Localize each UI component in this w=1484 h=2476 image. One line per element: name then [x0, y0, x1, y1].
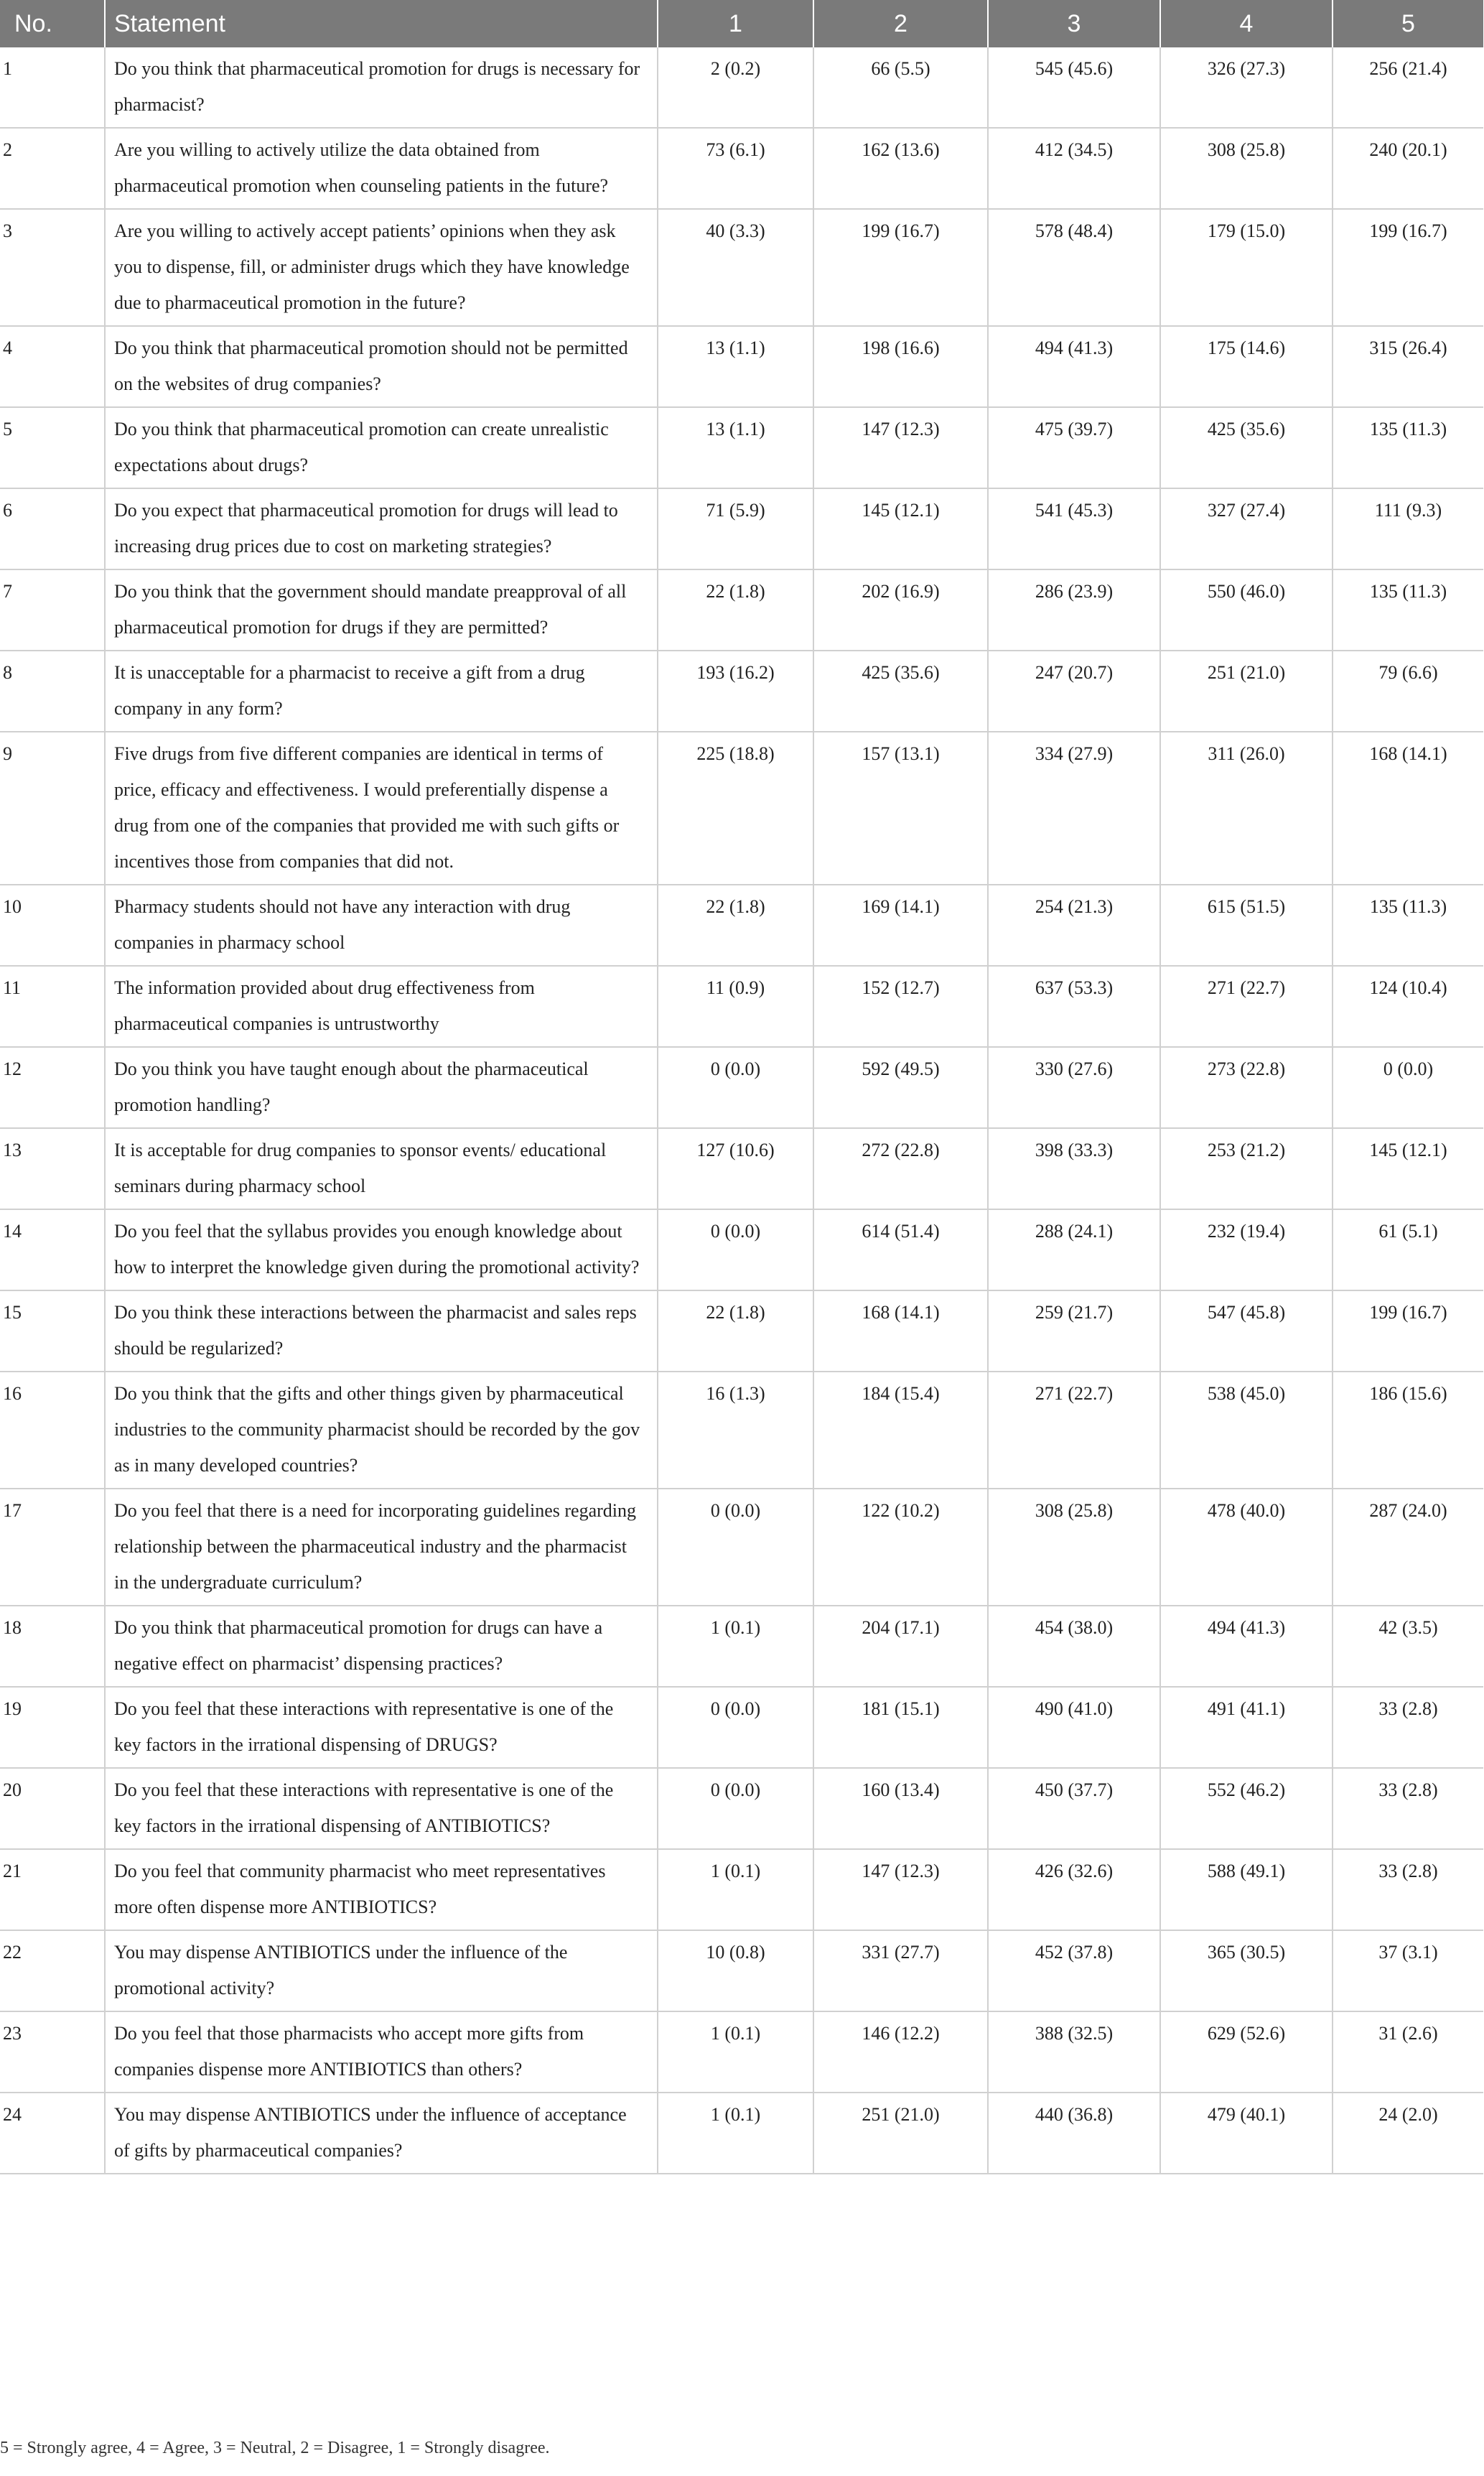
- value-1: 1 (0.1): [658, 1849, 813, 1930]
- row-number: 23: [0, 2011, 105, 2093]
- table-row: [0, 2093, 1483, 2174]
- value-3: 330 (27.6): [988, 1047, 1160, 1128]
- value-3: 398 (33.3): [988, 1128, 1160, 1209]
- statement-text: It is unacceptable for a pharmacist to receive a gift from a drug company in any form?: [105, 651, 658, 732]
- statement-text: You may dispense ANTIBIOTICS under the influence of the promotional activity?: [105, 1930, 658, 2011]
- value-1: 10 (0.8): [658, 1930, 813, 2011]
- value-1: 0 (0.0): [658, 1687, 813, 1768]
- value-5: 124 (10.4): [1333, 966, 1483, 1047]
- value-3: 637 (53.3): [988, 966, 1160, 1047]
- value-2: 122 (10.2): [813, 1489, 988, 1606]
- value-2: 272 (22.8): [813, 1128, 988, 1209]
- header-5: 5: [1333, 0, 1483, 47]
- row-number: 14: [0, 1209, 105, 1290]
- table-row: [0, 1047, 1483, 1128]
- value-5: 135 (11.3): [1333, 407, 1483, 488]
- value-5: 79 (6.6): [1333, 651, 1483, 732]
- row-number: 12: [0, 1047, 105, 1128]
- value-4: 629 (52.6): [1160, 2011, 1333, 2093]
- table-row: [0, 569, 1483, 651]
- value-2: 184 (15.4): [813, 1372, 988, 1489]
- value-1: 13 (1.1): [658, 326, 813, 407]
- value-3: 440 (36.8): [988, 2093, 1160, 2174]
- value-2: 162 (13.6): [813, 128, 988, 209]
- value-4: 253 (21.2): [1160, 1128, 1333, 1209]
- row-number: 7: [0, 569, 105, 651]
- value-2: 331 (27.7): [813, 1930, 988, 2011]
- value-4: 547 (45.8): [1160, 1290, 1333, 1372]
- table-row: [0, 966, 1483, 1047]
- statement-text: Do you feel that these interactions with representative is one of the key factors in the irrational dispensing of ANTIBIOTICS?: [105, 1768, 658, 1849]
- value-5: 111 (9.3): [1333, 488, 1483, 569]
- value-1: 0 (0.0): [658, 1209, 813, 1290]
- value-2: 145 (12.1): [813, 488, 988, 569]
- value-5: 256 (21.4): [1333, 47, 1483, 128]
- value-4: 251 (21.0): [1160, 651, 1333, 732]
- value-4: 494 (41.3): [1160, 1606, 1333, 1687]
- value-4: 179 (15.0): [1160, 209, 1333, 326]
- value-1: 127 (10.6): [658, 1128, 813, 1209]
- table-row: [0, 1290, 1483, 1372]
- value-1: 22 (1.8): [658, 1290, 813, 1372]
- value-2: 157 (13.1): [813, 732, 988, 885]
- statement-text: Do you feel that these interactions with representative is one of the key factors in the irrational dispensing of DRUGS?: [105, 1687, 658, 1768]
- value-1: 1 (0.1): [658, 1606, 813, 1687]
- value-1: 1 (0.1): [658, 2093, 813, 2174]
- value-2: 152 (12.7): [813, 966, 988, 1047]
- row-number: 10: [0, 885, 105, 966]
- table-footnote: 5 = Strongly agree, 4 = Agree, 3 = Neutral, 2 = Disagree, 1 = Strongly disagree.: [0, 2439, 550, 2457]
- table-row: [0, 1128, 1483, 1209]
- table-row: [0, 407, 1483, 488]
- value-5: 61 (5.1): [1333, 1209, 1483, 1290]
- value-5: 0 (0.0): [1333, 1047, 1483, 1128]
- statement-text: Do you feel that there is a need for incorporating guidelines regarding relationship between the pharmaceutical industry and the pharmacist in the undergraduate curriculum?: [105, 1489, 658, 1606]
- statement-text: Pharmacy students should not have any interaction with drug companies in pharmacy school: [105, 885, 658, 966]
- row-number: 20: [0, 1768, 105, 1849]
- statement-text: Do you feel that those pharmacists who accept more gifts from companies dispense more ANTIBIOTICS than others?: [105, 2011, 658, 2093]
- value-5: 186 (15.6): [1333, 1372, 1483, 1489]
- row-number: 13: [0, 1128, 105, 1209]
- value-3: 254 (21.3): [988, 885, 1160, 966]
- row-number: 19: [0, 1687, 105, 1768]
- value-1: 71 (5.9): [658, 488, 813, 569]
- value-1: 16 (1.3): [658, 1372, 813, 1489]
- value-1: 2 (0.2): [658, 47, 813, 128]
- value-1: 193 (16.2): [658, 651, 813, 732]
- value-1: 13 (1.1): [658, 407, 813, 488]
- value-3: 454 (38.0): [988, 1606, 1160, 1687]
- value-4: 273 (22.8): [1160, 1047, 1333, 1128]
- row-number: 15: [0, 1290, 105, 1372]
- value-4: 308 (25.8): [1160, 128, 1333, 209]
- table-row: [0, 128, 1483, 209]
- value-5: 135 (11.3): [1333, 569, 1483, 651]
- header-3: 3: [988, 0, 1160, 47]
- value-5: 199 (16.7): [1333, 209, 1483, 326]
- value-4: 479 (40.1): [1160, 2093, 1333, 2174]
- row-number: 18: [0, 1606, 105, 1687]
- value-4: 232 (19.4): [1160, 1209, 1333, 1290]
- table-row: [0, 1687, 1483, 1768]
- statement-text: Do you think that pharmaceutical promotion should not be permitted on the websites of drug companies?: [105, 326, 658, 407]
- value-4: 271 (22.7): [1160, 966, 1333, 1047]
- value-3: 308 (25.8): [988, 1489, 1160, 1606]
- value-2: 181 (15.1): [813, 1687, 988, 1768]
- value-4: 326 (27.3): [1160, 47, 1333, 128]
- row-number: 6: [0, 488, 105, 569]
- value-4: 175 (14.6): [1160, 326, 1333, 407]
- value-4: 491 (41.1): [1160, 1687, 1333, 1768]
- statement-text: Do you think that pharmaceutical promotion for drugs can have a negative effect on pharmacist’ dispensing practices?: [105, 1606, 658, 1687]
- value-5: 145 (12.1): [1333, 1128, 1483, 1209]
- table-row: [0, 326, 1483, 407]
- value-4: 311 (26.0): [1160, 732, 1333, 885]
- table-row: [0, 1930, 1483, 2011]
- row-number: 9: [0, 732, 105, 885]
- header-4: 4: [1160, 0, 1333, 47]
- value-3: 426 (32.6): [988, 1849, 1160, 1930]
- value-3: 334 (27.9): [988, 732, 1160, 885]
- value-2: 199 (16.7): [813, 209, 988, 326]
- value-5: 33 (2.8): [1333, 1849, 1483, 1930]
- statement-text: Do you expect that pharmaceutical promotion for drugs will lead to increasing drug prices due to cost on marketing strategies?: [105, 488, 658, 569]
- value-5: 168 (14.1): [1333, 732, 1483, 885]
- value-1: 73 (6.1): [658, 128, 813, 209]
- value-3: 450 (37.7): [988, 1768, 1160, 1849]
- value-2: 614 (51.4): [813, 1209, 988, 1290]
- value-3: 545 (45.6): [988, 47, 1160, 128]
- value-2: 204 (17.1): [813, 1606, 988, 1687]
- value-5: 287 (24.0): [1333, 1489, 1483, 1606]
- statement-text: Do you think that the gifts and other things given by pharmaceutical industries to the community pharmacist should be recorded by the gov as in many developed countries?: [105, 1372, 658, 1489]
- value-3: 247 (20.7): [988, 651, 1160, 732]
- value-1: 225 (18.8): [658, 732, 813, 885]
- table-row: [0, 1768, 1483, 1849]
- statement-text: Do you think that pharmaceutical promotion can create unrealistic expectations about drugs?: [105, 407, 658, 488]
- value-5: 42 (3.5): [1333, 1606, 1483, 1687]
- value-4: 552 (46.2): [1160, 1768, 1333, 1849]
- value-2: 146 (12.2): [813, 2011, 988, 2093]
- value-2: 160 (13.4): [813, 1768, 988, 1849]
- row-number: 1: [0, 47, 105, 128]
- value-1: 0 (0.0): [658, 1047, 813, 1128]
- value-2: 251 (21.0): [813, 2093, 988, 2174]
- value-2: 169 (14.1): [813, 885, 988, 966]
- value-5: 33 (2.8): [1333, 1687, 1483, 1768]
- value-5: 135 (11.3): [1333, 885, 1483, 966]
- value-5: 24 (2.0): [1333, 2093, 1483, 2174]
- statement-text: Are you willing to actively utilize the data obtained from pharmaceutical promotion when counseling patients in the future?: [105, 128, 658, 209]
- row-number: 4: [0, 326, 105, 407]
- value-5: 31 (2.6): [1333, 2011, 1483, 2093]
- table-row: [0, 1489, 1483, 1606]
- value-4: 615 (51.5): [1160, 885, 1333, 966]
- row-number: 8: [0, 651, 105, 732]
- value-1: 1 (0.1): [658, 2011, 813, 2093]
- table-row: [0, 732, 1483, 885]
- statement-text: You may dispense ANTIBIOTICS under the influence of acceptance of gifts by pharmaceutical companies?: [105, 2093, 658, 2174]
- statement-text: Do you feel that the syllabus provides you enough knowledge about how to interpret the knowledge given during the promotional activity?: [105, 1209, 658, 1290]
- value-2: 425 (35.6): [813, 651, 988, 732]
- value-1: 22 (1.8): [658, 885, 813, 966]
- value-3: 578 (48.4): [988, 209, 1160, 326]
- value-2: 202 (16.9): [813, 569, 988, 651]
- table-row: [0, 47, 1483, 128]
- row-number: 17: [0, 1489, 105, 1606]
- value-3: 412 (34.5): [988, 128, 1160, 209]
- value-1: 0 (0.0): [658, 1489, 813, 1606]
- table-row: [0, 1209, 1483, 1290]
- value-3: 475 (39.7): [988, 407, 1160, 488]
- statement-text: Do you think these interactions between the pharmacist and sales reps should be regularized?: [105, 1290, 658, 1372]
- header-row: [0, 0, 1483, 47]
- value-3: 452 (37.8): [988, 1930, 1160, 2011]
- value-3: 286 (23.9): [988, 569, 1160, 651]
- statement-text: Do you think you have taught enough about the pharmaceutical promotion handling?: [105, 1047, 658, 1128]
- value-2: 198 (16.6): [813, 326, 988, 407]
- row-number: 5: [0, 407, 105, 488]
- row-number: 22: [0, 1930, 105, 2011]
- value-4: 538 (45.0): [1160, 1372, 1333, 1489]
- value-4: 588 (49.1): [1160, 1849, 1333, 1930]
- statement-text: Do you think that the government should mandate preapproval of all pharmaceutical promotion for drugs if they are permitted?: [105, 569, 658, 651]
- table-row: [0, 651, 1483, 732]
- value-3: 490 (41.0): [988, 1687, 1160, 1768]
- header-1: 1: [658, 0, 813, 47]
- row-number: 11: [0, 966, 105, 1047]
- value-3: 388 (32.5): [988, 2011, 1160, 2093]
- row-number: 16: [0, 1372, 105, 1489]
- value-1: 22 (1.8): [658, 569, 813, 651]
- statement-text: Do you feel that community pharmacist who meet representatives more often dispense more ANTIBIOTICS?: [105, 1849, 658, 1930]
- value-3: 541 (45.3): [988, 488, 1160, 569]
- value-3: 259 (21.7): [988, 1290, 1160, 1372]
- value-5: 199 (16.7): [1333, 1290, 1483, 1372]
- row-number: 2: [0, 128, 105, 209]
- statement-text: Do you think that pharmaceutical promotion for drugs is necessary for pharmacist?: [105, 47, 658, 128]
- value-2: 66 (5.5): [813, 47, 988, 128]
- value-5: 240 (20.1): [1333, 128, 1483, 209]
- value-2: 147 (12.3): [813, 1849, 988, 1930]
- row-number: 21: [0, 1849, 105, 1930]
- row-number: 24: [0, 2093, 105, 2174]
- header-no: No.: [0, 0, 105, 47]
- table-body: [0, 47, 1483, 2174]
- table-row: [0, 488, 1483, 569]
- table-row: [0, 1372, 1483, 1489]
- value-1: 40 (3.3): [658, 209, 813, 326]
- value-1: 11 (0.9): [658, 966, 813, 1047]
- value-4: 478 (40.0): [1160, 1489, 1333, 1606]
- value-5: 37 (3.1): [1333, 1930, 1483, 2011]
- value-1: 0 (0.0): [658, 1768, 813, 1849]
- value-4: 327 (27.4): [1160, 488, 1333, 569]
- header-2: 2: [813, 0, 988, 47]
- value-5: 315 (26.4): [1333, 326, 1483, 407]
- table-header: [0, 0, 1483, 47]
- table-row: [0, 2011, 1483, 2093]
- value-3: 271 (22.7): [988, 1372, 1160, 1489]
- row-number: 3: [0, 209, 105, 326]
- header-statement: Statement: [105, 0, 658, 47]
- table-row: [0, 209, 1483, 326]
- value-2: 147 (12.3): [813, 407, 988, 488]
- statement-text: It is acceptable for drug companies to sponsor events/ educational seminars during pharmacy school: [105, 1128, 658, 1209]
- value-4: 365 (30.5): [1160, 1930, 1333, 2011]
- value-4: 425 (35.6): [1160, 407, 1333, 488]
- statement-text: The information provided about drug effectiveness from pharmaceutical companies is untrustworthy: [105, 966, 658, 1047]
- value-4: 550 (46.0): [1160, 569, 1333, 651]
- value-2: 592 (49.5): [813, 1047, 988, 1128]
- value-3: 288 (24.1): [988, 1209, 1160, 1290]
- table-row: [0, 1849, 1483, 1930]
- value-5: 33 (2.8): [1333, 1768, 1483, 1849]
- statement-text: Five drugs from five different companies are identical in terms of price, efficacy and effectiveness. I would preferentially dispense a drug from one of the companies that provided me with such gifts or incentives those from companies that did not.: [105, 732, 658, 885]
- value-2: 168 (14.1): [813, 1290, 988, 1372]
- value-3: 494 (41.3): [988, 326, 1160, 407]
- statement-text: Are you willing to actively accept patients’ opinions when they ask you to dispense, fill, or administer drugs which they have knowledge due to pharmaceutical promotion in the future?: [105, 209, 658, 326]
- table-row: [0, 885, 1483, 966]
- table-row: [0, 1606, 1483, 1687]
